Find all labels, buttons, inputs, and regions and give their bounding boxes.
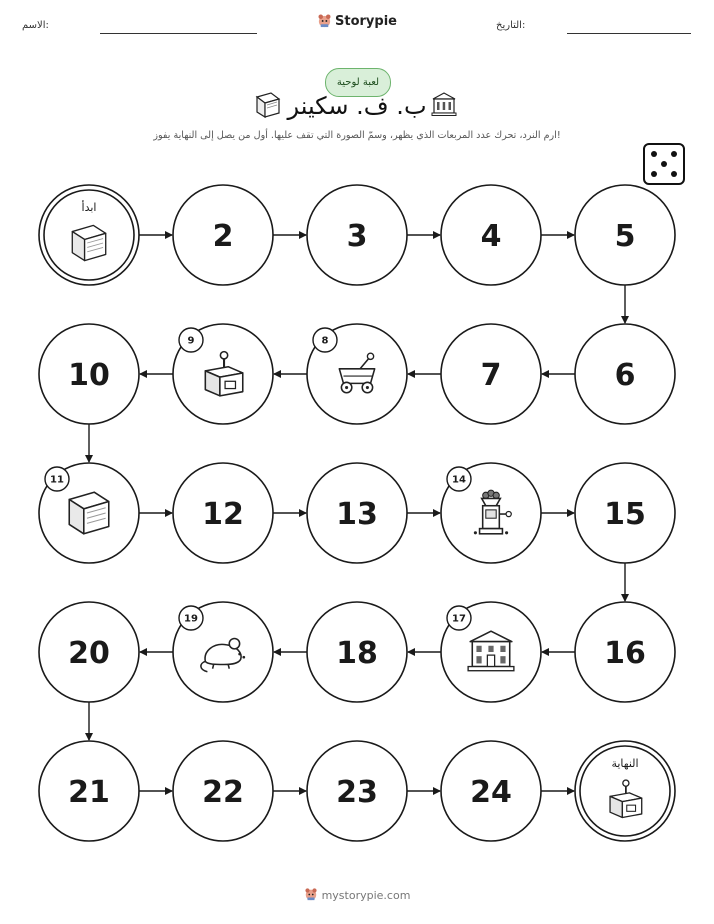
book-icon [69,492,109,534]
space-badge-number: 14 [452,474,466,486]
board-space-11 [39,463,139,563]
space-number: 10 [68,358,110,393]
board-cells [39,185,675,841]
space-number: 6 [614,358,636,393]
brand-name: Storypie [335,14,397,29]
board-space-8 [307,324,407,424]
board-space-22 [173,741,273,841]
space-number: 15 [604,497,646,532]
start-space [39,185,139,285]
finish-label: النهاية [611,757,639,770]
space-number: 5 [614,219,636,254]
board-space-3 [307,185,407,285]
board-space-19 [173,602,273,702]
board-space-7 [441,324,541,424]
space-number: 18 [336,636,378,671]
board-space-14 [441,463,541,563]
space-badge-number: 19 [184,613,198,625]
space-number: 7 [480,358,502,393]
board-space-15 [575,463,675,563]
board-space-23 [307,741,407,841]
board-space-21 [39,741,139,841]
space-number: 23 [336,775,378,810]
space-number: 21 [68,775,110,810]
space-number: 20 [68,636,110,671]
space-badge-number: 8 [321,335,329,347]
board-space-10 [39,324,139,424]
space-badge-number: 17 [452,613,466,625]
board-space-6 [575,324,675,424]
footer-url: mystorypie.com [321,889,411,902]
footer [0,887,714,902]
start-label: ابدأ [81,201,97,214]
space-number: 16 [604,636,646,671]
board-space-5 [575,185,675,285]
board-space-24 [441,741,541,841]
space-number: 22 [202,775,244,810]
space-number: 13 [336,497,378,532]
space-number: 2 [212,219,234,254]
space-number: 12 [202,497,244,532]
storypie-logo-icon [304,887,318,901]
board-space-18 [307,602,407,702]
board-space-17 [441,602,541,702]
space-number: 3 [346,219,368,254]
finish-space [575,741,675,841]
space-badge-number: 9 [187,335,195,347]
space-number: 24 [470,775,512,810]
board-space-12 [173,463,273,563]
instructions: ارم النرد، تحرك عدد المربعات الذي يظهر، وسمّ الصورة التي تقف عليها. أول من يصل إلى النهاية يفوز! [153,130,561,141]
board-space-9 [173,324,273,424]
book-icon [72,225,105,260]
board-space-2 [173,185,273,285]
board-space-20 [39,602,139,702]
space-number: 4 [480,219,502,254]
name-label: الاسم: [22,20,49,31]
game-type-badge: لعبة لوحية [325,68,391,97]
board-space-13 [307,463,407,563]
board-space-16 [575,602,675,702]
page-title: ب. ف. سكينر [287,92,427,120]
board-space-4 [441,185,541,285]
space-badge-number: 11 [50,474,64,486]
date-label: التاريخ: [496,20,526,31]
